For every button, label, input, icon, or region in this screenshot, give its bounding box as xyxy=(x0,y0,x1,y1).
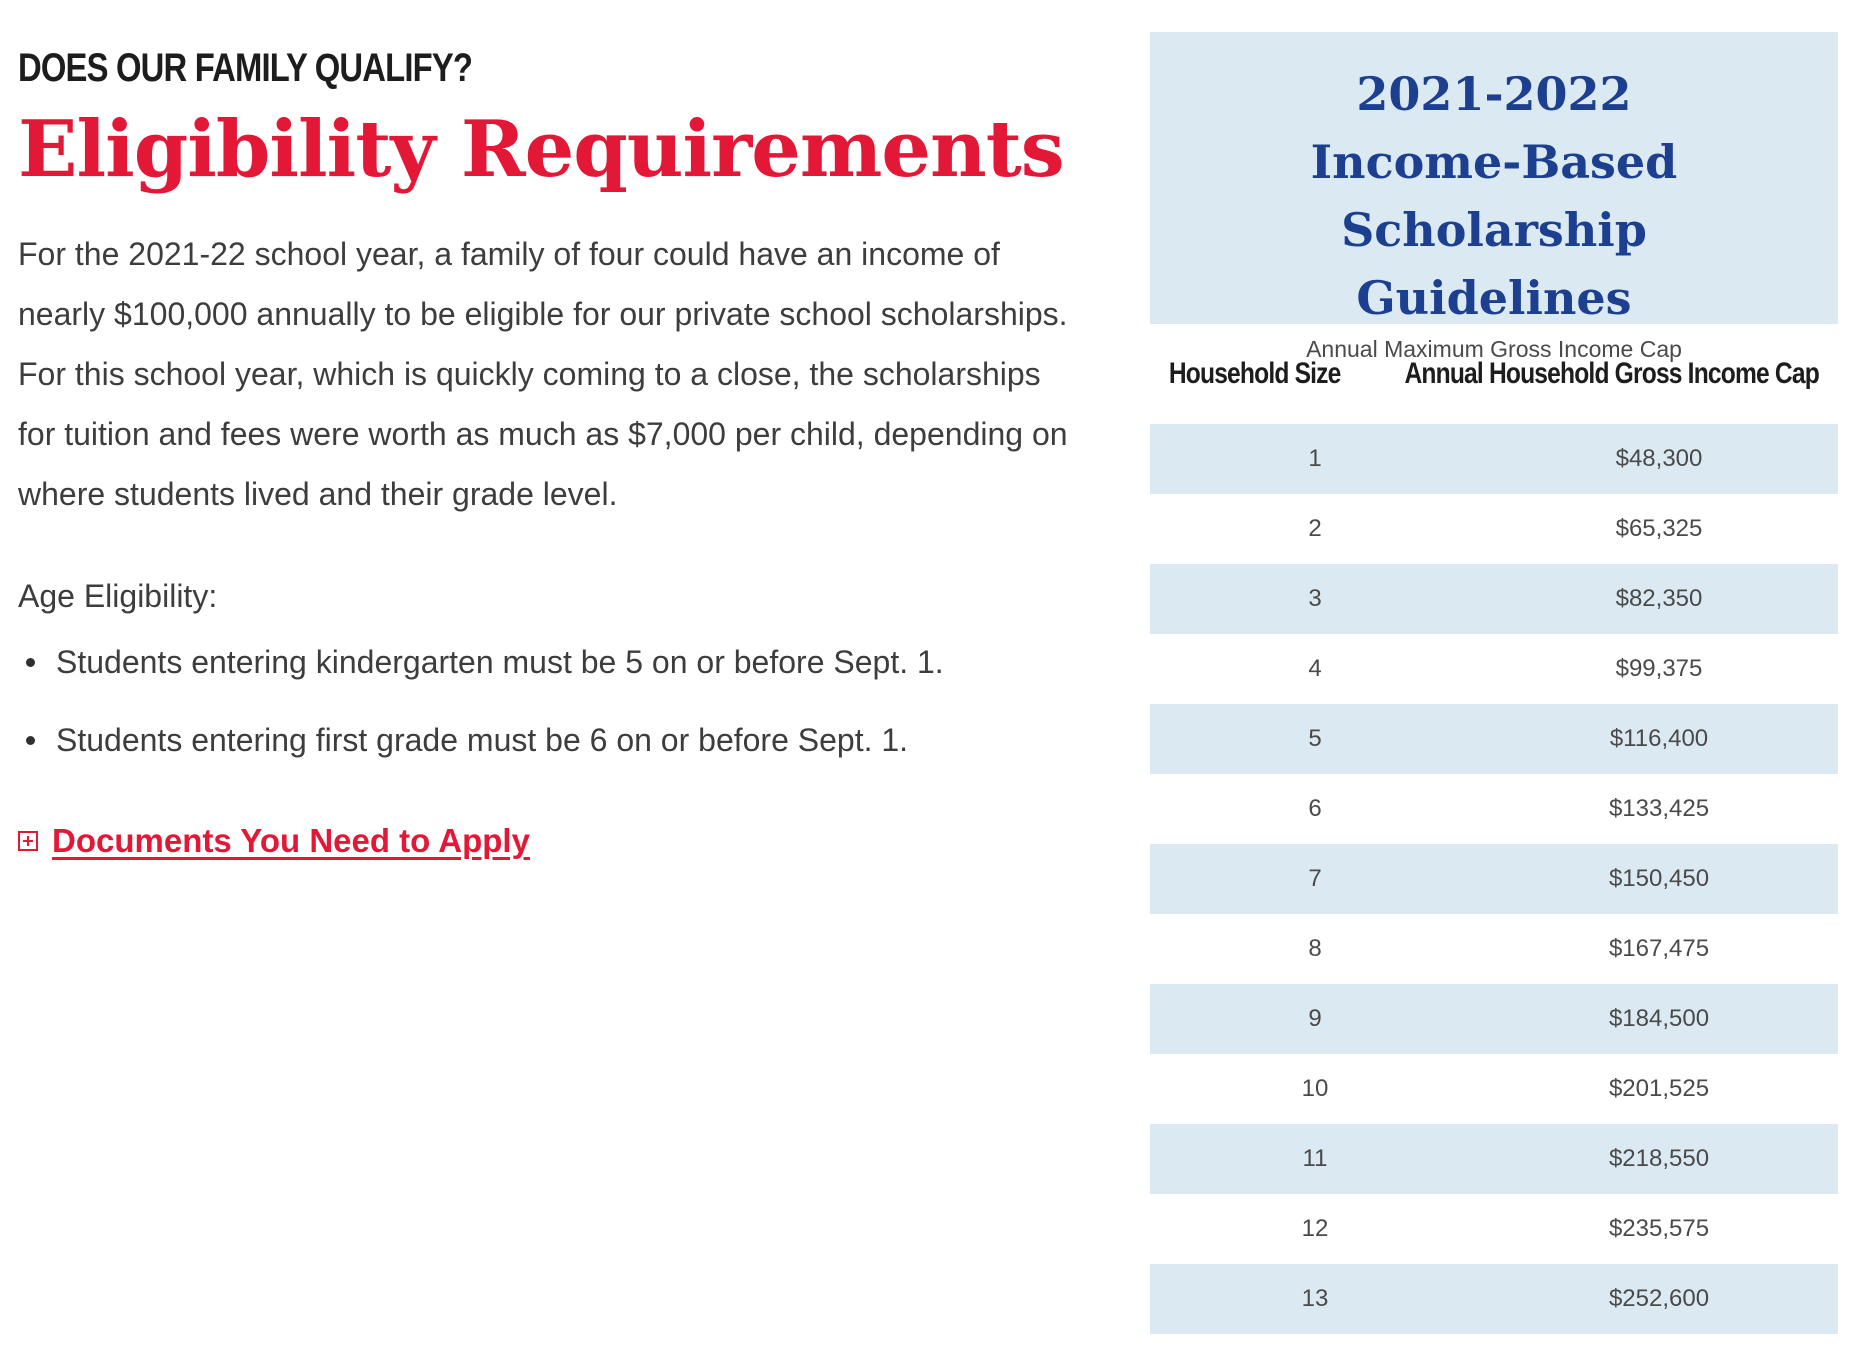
income-cap-cell: $82,350 xyxy=(1615,585,1703,612)
household-size-cell: 3 xyxy=(1308,585,1322,612)
table-row xyxy=(1150,424,1838,494)
household-size-cell: 10 xyxy=(1301,1075,1329,1102)
documents-link[interactable]: Documents You Need to Apply xyxy=(52,822,530,859)
panel-header xyxy=(1150,32,1838,362)
household-size-cell: 9 xyxy=(1308,1005,1322,1032)
household-size-cell: 2 xyxy=(1308,515,1322,542)
income-cap-cell: $133,425 xyxy=(1608,795,1710,822)
income-cap-cell: $218,550 xyxy=(1608,1145,1710,1172)
income-cap-cell: $167,475 xyxy=(1608,935,1710,962)
income-table-body xyxy=(1150,424,1838,1334)
table-row xyxy=(1150,494,1838,564)
household-size-cell: 8 xyxy=(1308,935,1322,962)
household-size-cell: 11 xyxy=(1302,1145,1328,1172)
table-row xyxy=(1150,1264,1838,1334)
table-row xyxy=(1150,1054,1838,1124)
plus-box-icon[interactable] xyxy=(18,831,38,851)
income-cap-cell: $201,525 xyxy=(1608,1075,1710,1102)
table-row xyxy=(1150,1124,1838,1194)
income-cap-cell: $116,400 xyxy=(1609,725,1709,752)
income-cap-cell: $65,325 xyxy=(1615,515,1703,542)
income-cap-cell: $235,575 xyxy=(1608,1215,1710,1242)
panel-title-line1: Income-Based Scholarship xyxy=(1310,135,1678,257)
table-row xyxy=(1150,704,1838,774)
column-header-label: Annual Household Gross Income Cap xyxy=(1404,357,1820,390)
page-title: Eligibility Requirements xyxy=(18,104,1064,195)
table-row xyxy=(1150,914,1838,984)
table-row xyxy=(1150,634,1838,704)
income-cap-cell: $48,300 xyxy=(1615,445,1703,472)
table-row xyxy=(1150,774,1838,844)
household-size-cell: 13 xyxy=(1301,1285,1329,1312)
table-row xyxy=(1150,844,1838,914)
household-size-cell: 4 xyxy=(1308,655,1322,682)
age-eligibility-list xyxy=(18,638,1078,764)
section-eyebrow: DOES OUR FAMILY QUALIFY? xyxy=(18,46,473,90)
income-cap-cell: $252,600 xyxy=(1608,1285,1710,1312)
household-size-cell: 12 xyxy=(1301,1215,1329,1242)
panel-title-line2: Guidelines xyxy=(1356,271,1632,325)
column-header-household-size xyxy=(1150,357,1359,391)
column-header-label: Household Size xyxy=(1168,357,1341,390)
table-row xyxy=(1150,564,1838,634)
table-row xyxy=(1150,1194,1838,1264)
intro-paragraph: For the 2021-22 school year, a family of four could have an income of nearly $100,000 annually to be eligible for our private school scholarships. For this school year, which is quickly coming to a close, the scholarships for tuition and fees were worth as much as $7,000 per child, depending on where students lived and their grade level. xyxy=(18,236,1068,512)
income-cap-cell: $184,500 xyxy=(1608,1005,1710,1032)
table-row xyxy=(1150,984,1838,1054)
documents-accordion-toggle[interactable] xyxy=(18,822,1078,860)
bullet-icon xyxy=(26,736,35,745)
household-size-cell: 7 xyxy=(1308,865,1322,892)
household-size-cell: 6 xyxy=(1308,795,1322,822)
column-header-income-cap xyxy=(1359,357,1850,391)
list-item-text: Students entering kindergarten must be 5 on or before Sept. 1. xyxy=(56,644,944,680)
household-size-cell: 5 xyxy=(1308,725,1322,752)
eligibility-section xyxy=(18,40,1078,860)
list-item xyxy=(18,716,1078,764)
income-guidelines-panel xyxy=(1150,32,1838,1334)
list-item-text: Students entering first grade must be 6 on or before Sept. 1. xyxy=(56,722,909,758)
list-item xyxy=(18,638,1078,686)
panel-subtitle: Annual Maximum Gross Income Cap xyxy=(1306,336,1682,362)
panel-year: 2021-2022 xyxy=(1356,67,1632,121)
income-cap-cell: $99,375 xyxy=(1615,655,1703,682)
bullet-icon xyxy=(26,658,35,667)
income-cap-cell: $150,450 xyxy=(1608,865,1710,892)
age-eligibility-label: Age Eligibility: xyxy=(18,578,218,614)
household-size-cell: 1 xyxy=(1308,445,1322,472)
